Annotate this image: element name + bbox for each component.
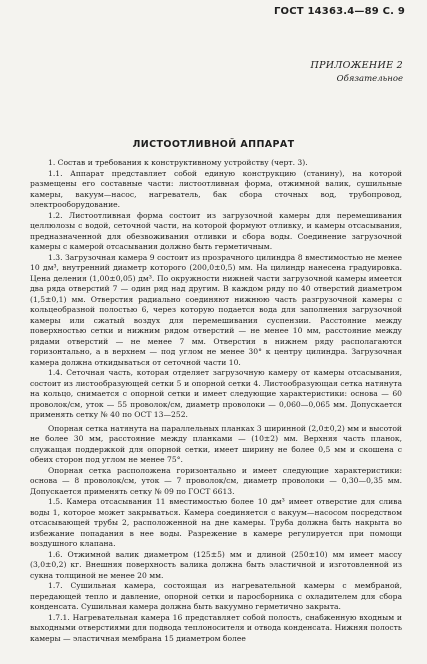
paragraph: 1.7.1. Нагревательная камера 16 представляет собой полость, снабженную входным и выходными отверстиями для подвода теплоносителя и отвода конденсата. Нижняя полость камеры — эластичная мембрана 15 диаметром более — [30, 612, 402, 643]
annex-block — [311, 60, 403, 84]
document-body — [30, 158, 402, 644]
paragraph: Опорная сетка расположена горизонтально и имеет следующие характеристики: основа — 8 проволок/см, уток — 7 проволок/см, диаметр проволоки — 0,30—0,35 мм. Допускается применять сетку № 09 по ГОСТ 6613. — [30, 465, 402, 496]
paragraph: 1.4. Сеточная часть, которая отделяет загрузочную камеру от камеры отсасывания, состоит из листообразующей сетки 5 и опорной сетки 4. Листообразующая сетка натянута на кольцо, снимается с опорной сетки и имеет следующие характеристики: основа — 60 проволок/см, уток — 55 проволок/см, диаметр проволоки — 0,060—0,065 мм. Допускается применять сетку № 40 по ОСТ 13—252. — [30, 368, 402, 419]
annex-label: ПРИЛОЖЕНИЕ 2 — [310, 60, 403, 71]
page-header: ГОСТ 14363.4—89 С. 9 — [273, 6, 405, 17]
paragraph: 1.5. Камера отсасывания 11 вместимостью более 10 дм³ имеет отверстие для слива воды 1, которое может закрываться. Камера соединяется с вакуум—насосом посредством отсасывающей трубы 2, расположенной на дне камеры. Труба должна быть накрыта во избежание попадания в нее воды. Разрежение в камере регулируется при помощи воздушного клапана. — [30, 497, 402, 548]
paragraph: 1.6. Отжимной валик диаметром (125±5) мм и длиной (250±10) мм имеет массу (3,0±0,2) кг. Внешняя поверхность валика должна быть эластичной и изготовленной из сукна толщиной не менее 20 мм. — [30, 549, 402, 580]
paragraph: 1.1. Аппарат представляет собой единую конструкцию (станину), на которой размещены его составные части: листоотливная форма, отжимной валик, сушильные камеры, вакуум—насос, нагреватель, бак сбора сточных вод, трубопровод, электрооборудование. — [30, 168, 402, 209]
document-title: ЛИСТООТЛИВНОЙ АППАРАТ — [132, 139, 295, 150]
paragraph: 1.2. Листоотливная форма состоит из загрузочной камеры для перемешивания целлюлозы с водой, сеточной части, на которой формуют отливку, и камеры отсасывания, предназначенной для обезвоживания отливки и сбора воды. Соединение загрузочной камеры с камерой отсасывания должно быть герметичным. — [30, 210, 402, 251]
paragraph: 1. Состав и требования к конструктивному устройству (черт. 3). — [48, 158, 308, 167]
paragraph: Опорная сетка натянута на параллельных планках 3 ширинной (2,0±0,2) мм и высотой не более 30 мм, расстояние между планками — (10±2) мм. Верхняя часть планок, служащая поддержкой для опорной сетки, имеет ширину не более 0,5 мм и скошена с обеих сторон под углом не менее 75°. — [30, 423, 402, 464]
paragraph: 1.7. Сушильная камера, состоящая из нагревательной камеры с мембраной, передающей тепло и давление, опорной сетки и паросборника с охладителем для сбора конденсата. Сушильная камера должна быть вакуумно герметично закрыта. — [30, 581, 402, 611]
paragraph: 1.3. Загрузочная камера 9 состоит из прозрачного цилиндра 8 вместимостью не менее 10 дм³, внутренний диаметр которого (200,0±0,5) мм. На цилиндр нанесена градуировка. Цена деления (1,00±0,05) дм³. По окружности нижней части загрузочной камеры имеется два ряда отверстий 7 — один ряд над другим. В каждом ряду по 40 отверстий диаметром (1,5±0,1) мм. Отверстия радиально соединяют нижнюю часть разгрузочной камеры с кольцеобразной полостью 6, через которую подается вода для заполнения загрузочной камеры или сжатый воздух для перемешивания суспензии. Расстояние между поверхностью сетки и нижним рядом отверстий — не менее 10 мм, расстояние между рядами отверстий — не менее 7 мм. Отверстия в нижнем ряду располагаются горизонтально, а в верхнем — под углом не менее 30° к центру цилиндра. Загрузочная камера должна откидываться от сеточной части 10. — [30, 252, 402, 367]
annex-status: Обязательное — [336, 74, 403, 84]
